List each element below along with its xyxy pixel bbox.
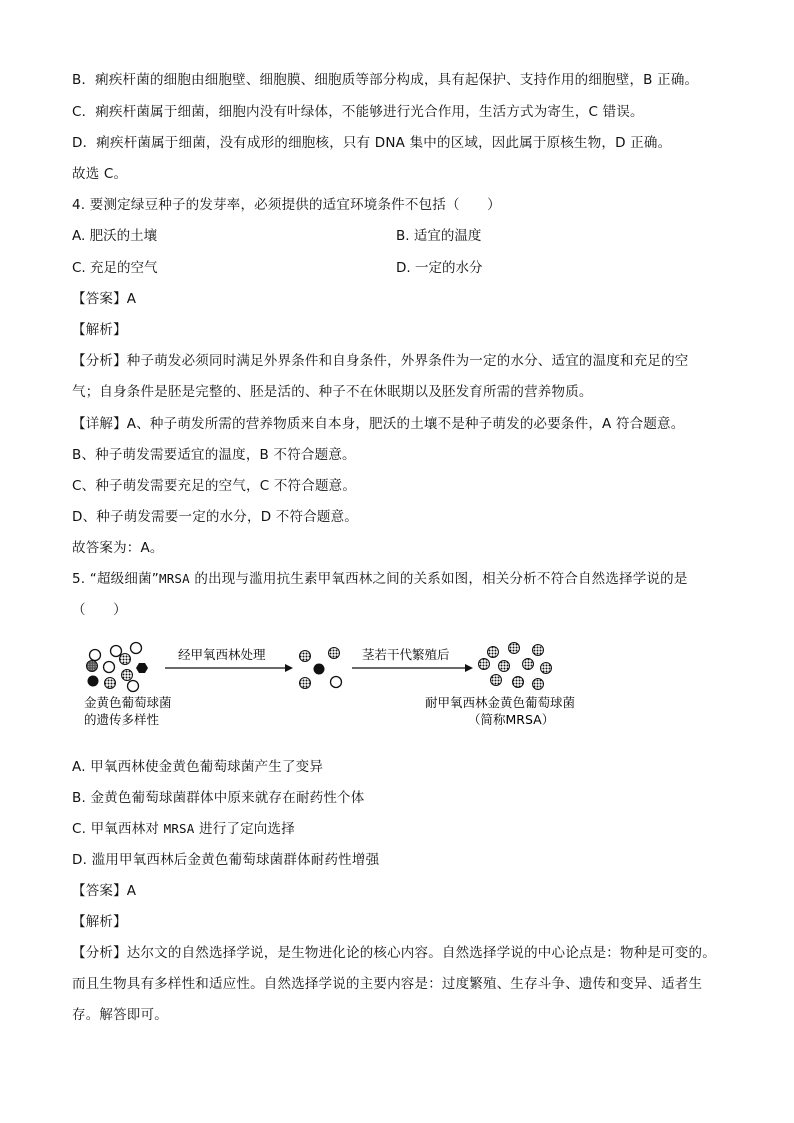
mrsa-label-line-1: 耐甲氧西林金黄色葡萄球菌 [425,695,576,710]
q5-stem-pre: 5. “超级细菌” [72,571,159,587]
q5-stem-post: 的出现与滥用抗生素甲氧西林之间的关系如图，相关分析不符合自然选择学说的是 [189,571,688,587]
q4-answer: 【答案】A [72,291,137,307]
treatment-label: 经甲氧西林处理 [178,647,266,662]
bacterium-hatched [491,675,502,686]
bacterium-open [331,677,342,688]
bacterium-black [136,663,148,673]
q4-analysis-line-2: 气；自身条件是胚是完整的、胚是活的、种子不在休眠期以及胚发育所需的营养物质。 [72,384,593,400]
bacterium-hatched [509,643,520,654]
q4-detail-a: 【详解】A、种子萌发所需的营养物质来自本身，肥沃的土壤不是种子萌发的必要条件，A 符合题意。 [72,416,685,432]
q5-option-c [72,817,295,837]
q5-analysis-line-3: 存。解答即可。 [72,1007,168,1023]
q5-option-a: A. 甲氧西林使金黄色葡萄球菌产生了变异 [72,759,324,775]
q4-detail-c: C、种子萌发需要充足的空气，C 不符合题意。 [72,478,357,494]
q4-analysis-heading: 【解析】 [72,322,127,338]
q5-stem [72,567,688,587]
bacterium-hatched [541,663,552,674]
q4-analysis-line-1: 【分析】种子萌发必须同时满足外界条件和自身条件，外界条件为一定的水分、适宜的温度和充足的空 [72,353,689,369]
bacterium-open [90,650,101,661]
q4-option-a: A. 肥沃的土壤 [72,228,158,244]
diversity-label-line-2: 的遗传多样性 [84,712,160,727]
q4-detail-b: B、种子萌发需要适宜的温度，B 不符合题意。 [72,447,356,463]
q4-option-d: D. 一定的水分 [396,260,483,276]
bacterium-hatched [329,648,340,659]
q5-analysis-line-2: 而且生物具有多样性和适应性。自然选择学说的主要内容是：过度繁殖、生存斗争、遗传和变异、适者生 [72,976,703,992]
q4-conclusion: 故答案为：A。 [72,540,164,556]
bacterium-hatched [300,678,311,689]
option-d-explanation: D．痢疾杆菌属于细菌，没有成形的细胞核，只有 DNA 集中的区域，因此属于原核生物，D 正确。 [72,135,672,151]
initial-bacteria-group [87,643,149,692]
q5-analysis-heading: 【解析】 [72,914,127,930]
treatment-arrow [165,664,293,672]
reproduction-label: 茎若干代繁殖后 [362,647,450,662]
bacterium-hatched [533,679,544,690]
bacterium-hatched [513,677,524,688]
q5-analysis-line-1: 【分析】达尔文的自然选择学说，是生物进化论的核心内容。自然选择学说的中心论点是：物种是可变的。 [72,945,716,961]
bacterium-hatched [120,654,131,665]
diversity-label-line-1: 金黄色葡萄球菌 [84,695,172,710]
bacterium-open [128,681,139,692]
bacterium-gray [87,661,98,672]
q5-option-c-pre: C. 甲氧西林对 [72,821,164,837]
bacterium-open [104,662,115,673]
option-c-explanation: C．痢疾杆菌属于细菌，细胞内没有叶绿体，不能够进行光合作用，生活方式为寄生，C 错误。 [72,104,644,120]
q5-option-d: D. 滥用甲氧西林后金黄色葡萄球菌群体耐药性增强 [72,852,380,868]
q3-conclusion: 故选 C。 [72,166,128,182]
bacterium-black [314,664,325,675]
q5-option-b: B. 金黄色葡萄球菌群体中原来就存在耐药性个体 [72,790,365,806]
option-b-explanation: B．痢疾杆菌的细胞由细胞壁、细胞膜、细胞质等部分构成，具有起保护、支持作用的细胞壁，B 正确。 [72,72,699,88]
bacterium-hatched [479,659,490,670]
bacterium-hatched [523,659,534,670]
q5-option-c-mrsa: MRSA [163,821,195,836]
bacterium-black [88,676,99,687]
bacterium-hatched [105,678,116,689]
q4-detail-d: D、种子萌发需要一定的水分，D 不符合题意。 [72,509,358,525]
q5-stem-mrsa: MRSA [158,571,190,586]
mrsa-bacteria-group [479,643,552,690]
reproduction-arrow [352,664,473,672]
q5-stem-blank: （ ） [72,602,127,618]
bacterium-hatched [488,647,499,658]
bacterium-open [131,643,142,654]
mrsa-label-line-2: （简称MRSA） [468,712,555,727]
bacterium-hatched [533,645,544,656]
bacterium-open [111,646,122,657]
q5-option-c-post: 进行了定向选择 [194,821,295,837]
q4-stem: 4. 要测定绿豆种子的发芽率，必须提供的适宜环境条件不包括（ ） [72,197,501,213]
q4-option-c: C. 充足的空气 [72,260,158,276]
mrsa-diagram [80,628,620,738]
bacterium-hatched [499,661,510,672]
bacterium-hatched [300,651,311,662]
q5-answer: 【答案】A [72,883,137,899]
q4-option-b: B. 适宜的温度 [396,228,482,244]
surviving-bacteria-group [300,648,342,689]
bacterium-hatched [122,670,133,681]
